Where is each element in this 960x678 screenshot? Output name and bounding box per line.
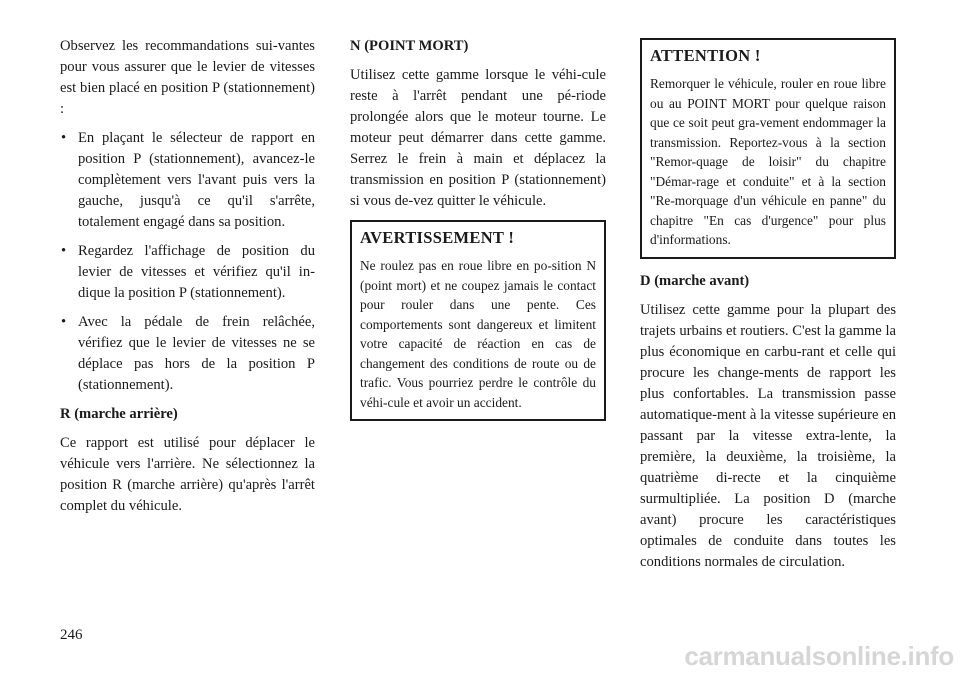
- caution-box: [640, 38, 896, 259]
- list-item: • Avec la pédale de frein relâchée, vérifiez que le levier de vitesses ne se déplace pas hors de la position P (stationnement).: [60, 312, 315, 396]
- column-2: [350, 36, 606, 433]
- caution-title: ATTENTION !: [650, 46, 761, 65]
- caution-text: Remorquer le véhicule, rouler en roue libre ou au POINT MORT pour quelque raison que ce soit peut gra-vement endommager la transmission. Reportez-vous à la section "Remor-quage de loisir" du chapitre "Démar-rage et conduite" et à la section "Re-morquage d'un véhicule en panne" du chapitre "En cas d'urgence" pour plus d'informations.: [650, 76, 886, 247]
- drive-paragraph: Utilisez cette gamme pour la plupart des trajets urbains et routiers. C'est la gamme la plus économique en carbu-rant et celle qui procure les change-ments de rapport les plus confortables. La transmission passe automatique-ment à la vitesse supérieure en passant par la vitesse extra-lente, la première, la deuxième, la troisième, la quatrième di-recte et la cinquième surmultipliée. La position D (marche avant) procure les caractéristiques optimales de conduite dans toutes les conditions normales de circulation.: [640, 301, 896, 570]
- intro-paragraph: Observez les recommandations sui-vantes pour vous assurer que le levier de vitesses est bien placé en position P (stationnement) :: [60, 38, 315, 117]
- page-number: 246: [60, 627, 83, 643]
- column-3: [640, 38, 896, 581]
- neutral-heading: N (POINT MORT): [350, 38, 469, 54]
- list-item: • Regardez l'affichage de position du levier de vitesses et vérifiez qu'il in-dique la position P (stationnement).: [60, 241, 315, 304]
- warning-box: [350, 220, 606, 421]
- check-list: [60, 128, 315, 396]
- reverse-paragraph: Ce rapport est utilisé pour déplacer le véhicule vers l'arrière. Ne sélectionnez la position R (marche arrière) qu'après l'arrêt complet du véhicule.: [60, 435, 315, 514]
- watermark: carmanualsonline.info: [684, 641, 954, 671]
- list-item: • En plaçant le sélecteur de rapport en position P (stationnement), avancez-le complètement vers l'avant puis vers la gauche, jusqu'à ce qu'il s'arrête, totalement engagé dans sa position.: [60, 128, 315, 233]
- warning-text: Ne roulez pas en roue libre en po-sition N (point mort) et ne coupez jamais le contact pour rouler dans une pente. Ces comportements sont dangereux et limitent votre capacité de réaction en cas de changement des conditions de route ou de trafic. Vous pourriez perdre le contrôle du véhi-cule et avoir un accident.: [360, 258, 596, 410]
- column-1: [60, 36, 315, 525]
- drive-heading: D (marche avant): [640, 272, 750, 289]
- reverse-heading: R (marche arrière): [60, 406, 178, 422]
- warning-title: AVERTISSEMENT !: [360, 228, 515, 247]
- neutral-paragraph: Utilisez cette gamme lorsque le véhi-cule reste à l'arrêt pendant une pé-riode prolongée alors que le moteur tourne. Le moteur peut démarrer dans cette gamme. Serrez le frein à main et déplacez la transmission en position P (stationnement) si vous de-vez quitter le véhicule.: [350, 67, 606, 209]
